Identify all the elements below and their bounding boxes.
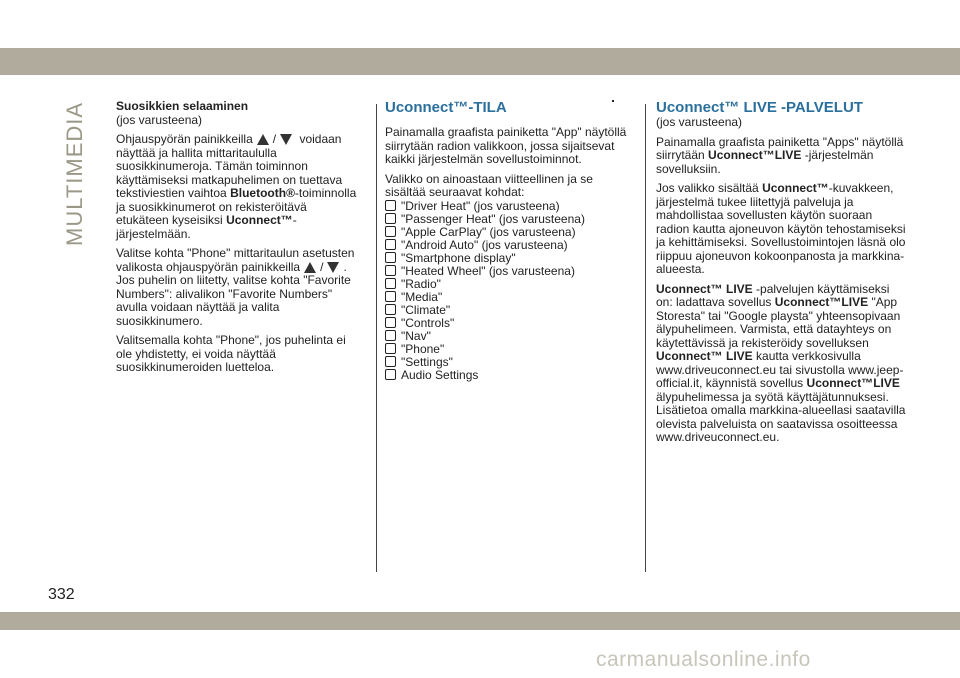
list-item: "Media" xyxy=(385,291,635,304)
checkbox-icon xyxy=(385,278,396,289)
watermark: carmanualsonline.info xyxy=(596,648,811,671)
checkbox-icon xyxy=(385,213,396,224)
list-item: "Phone" xyxy=(385,343,635,356)
triangle-down-icon xyxy=(280,134,292,145)
favorites-p4: Valitsemalla kohta "Phone", jos puhelinta ei ole yhdistetty, ei voida näyttää suosikkinumeroiden luetteloa. xyxy=(116,333,346,374)
checkbox-icon xyxy=(385,317,396,328)
column-divider xyxy=(376,104,377,572)
list-item: "Heated Wheel" (jos varusteena) xyxy=(385,265,635,278)
live-services-p2: Painamalla graafista painiketta "Apps" näytöllä siirrytään Uconnect™LIVE -järjestelmän sovelluksiin. xyxy=(656,134,904,176)
live-services-p4: Uconnect™ LIVE -palvelujen käyttämiseksi on: ladattava sovellus Uconnect™LIVE "App Storesta" tai "Google playsta" yhteensopivaan älypuhelimeen. Varmista, että datayhteys on käytettävissä ja rekisteröidy sovelluksen Uconnect™ LIVE kautta verkkosivulla www.driveuconnect.eu tai sivustolla www.jeep-official.it, käynnistä sovellus Uconnect™LIVE älypuhelimessa ja syötä käyttäjätunnuksesi. Lisätietoa omalla markkina-alueellasi saatavilla olevista palveluista on saatavissa osoitteessa www.driveuconnect.eu. xyxy=(656,281,906,444)
page-number: 332 xyxy=(48,586,75,603)
list-item: "Settings" xyxy=(385,356,635,369)
favorites-p2: Ohjauspyörän painikkeilla / voidaan näyttää ja hallita mittaritaululla suosikkinumeroja. Tämän toiminnon käyttämiseksi matkapuhelimen on tuettava tekstiviestien vaihtoa Bluetooth®-toiminnolla ja suosikkinumerot on rekisteröitävä etukäteen kyseisiksi Uconnect™-järjestelmään. xyxy=(116,132,357,241)
checkbox-icon xyxy=(385,356,396,367)
triangle-up-icon xyxy=(304,262,316,273)
uconnect-mode-p1: Painamalla graafista painiketta "App" näytöllä siirrytään radion valikkoon, jossa sijaitsevat kaikki järjestelmän sovellustoiminnot. xyxy=(385,125,627,166)
list-item: "Smartphone display" xyxy=(385,252,635,265)
triangle-down-icon xyxy=(327,262,339,273)
live-services-heading: Uconnect™ LIVE -PALVELUT xyxy=(656,99,863,116)
list-item: "Climate" xyxy=(385,304,635,317)
checkbox-icon xyxy=(385,200,396,211)
favorites-p3: Valitse kohta "Phone" mittaritaulun asetusten valikosta ohjauspyörän painikkeilla / . Jos puhelin on liitetty, valitse kohta "Favorite Numbers": alivalikon "Favorite Numbers" avulla voidaan näyttää ja valita suosikkinumero. xyxy=(116,246,355,328)
triangle-up-icon xyxy=(257,134,269,145)
list-item: Audio Settings xyxy=(385,369,635,382)
uconnect-mode-p2: Valikko on ainoastaan viitteellinen ja se sisältää seuraavat kohdat: xyxy=(385,171,593,199)
favorites-p1: (jos varusteena) xyxy=(116,112,203,127)
column-favorites xyxy=(116,100,361,381)
live-services-p3: Jos valikko sisältää Uconnect™-kuvakkeen, järjestelmä tukee liitettyjä palveluja ja mahdollistaa sovellusten käytön suoraan radion kautta ajoneuvon käytön tehostamiseksi ja kehittämiseksi. Sovellustoimintojen läsnä olo riippuu ajoneuvon kokoonpanosta ja markkina-alueesta. xyxy=(656,181,906,276)
list-item: "Passenger Heat" (jos varusteena) xyxy=(385,213,635,226)
list-item: "Nav" xyxy=(385,330,635,343)
checkbox-icon xyxy=(385,226,396,237)
section-side-tab-label: MULTIMEDIA xyxy=(62,101,87,246)
column-divider xyxy=(645,104,646,572)
favorites-heading: Suosikkien selaaminen xyxy=(116,99,249,113)
list-item: "Android Auto" (jos varusteena) xyxy=(385,239,635,252)
list-item: "Radio" xyxy=(385,278,635,291)
checkbox-icon xyxy=(385,304,396,315)
live-services-p1: (jos varusteena) xyxy=(656,115,743,129)
checkbox-icon xyxy=(385,291,396,302)
column-live-services xyxy=(656,100,906,451)
list-item: "Driver Heat" (jos varusteena) xyxy=(385,200,635,213)
checkbox-icon xyxy=(385,252,396,263)
list-item: "Controls" xyxy=(385,317,635,330)
top-bar xyxy=(0,48,960,75)
top-band xyxy=(0,0,960,76)
uconnect-mode-heading: Uconnect™-TILA xyxy=(385,99,507,116)
section-side-tab xyxy=(62,96,87,246)
menu-items-list xyxy=(385,200,635,382)
column-uconnect-mode xyxy=(385,100,635,382)
list-item: "Apple CarPlay" (jos varusteena) xyxy=(385,226,635,239)
checkbox-icon xyxy=(385,239,396,250)
checkbox-icon xyxy=(385,369,396,380)
checkbox-icon xyxy=(385,330,396,341)
checkbox-icon xyxy=(385,265,396,276)
bottom-band xyxy=(0,612,960,630)
checkbox-icon xyxy=(385,343,396,354)
